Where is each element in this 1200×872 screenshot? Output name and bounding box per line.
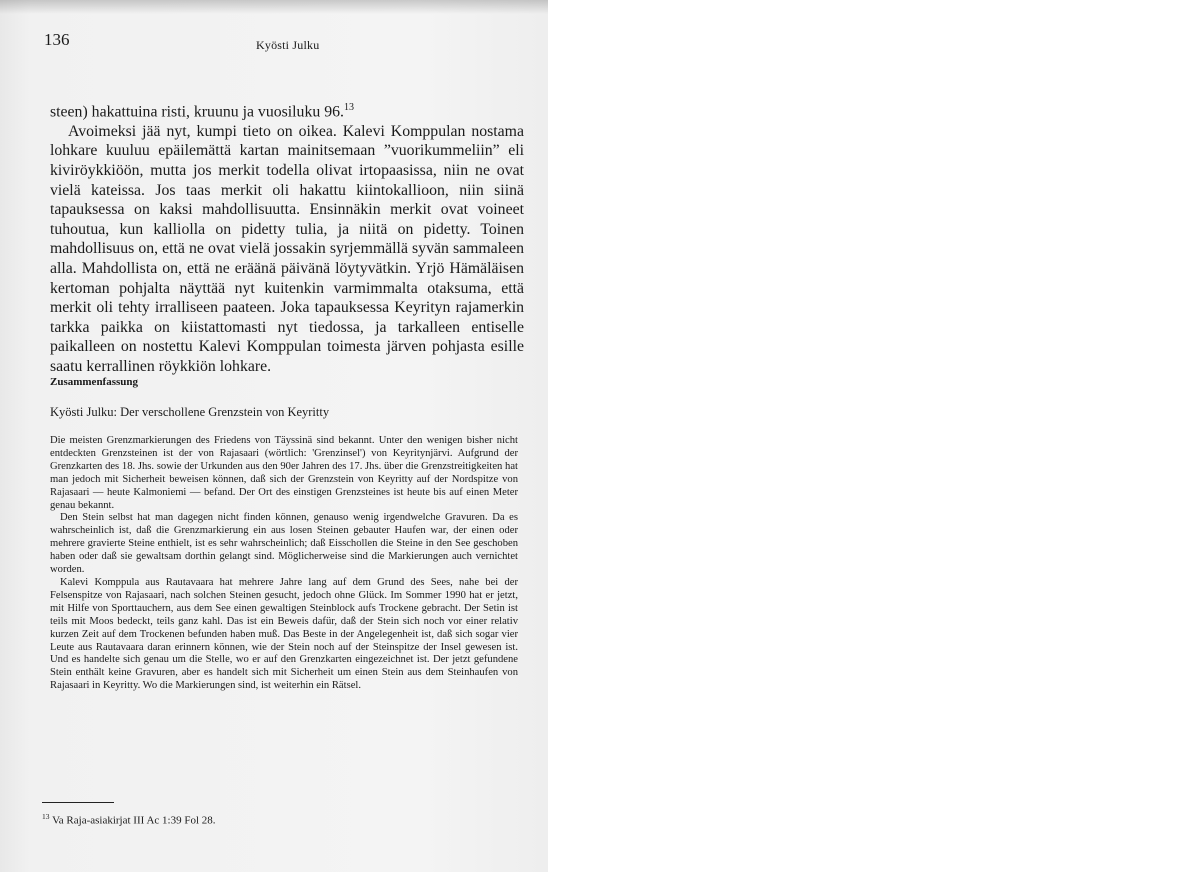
summary-body xyxy=(50,435,518,693)
footnote-reference: 13 xyxy=(343,102,354,113)
section-heading: Zusammenfassung xyxy=(50,376,139,388)
main-text xyxy=(50,98,524,377)
footnote-marker: 13 xyxy=(42,812,50,821)
running-head: Kyösti Julku xyxy=(256,38,320,52)
main-paragraph-2: Avoimeksi jää nyt, kumpi tieto on oikea. Kalevi Komppulan nostama lohkare kuuluu epäilemättä kartan mainitsemaan ”vuorikummeliin” eli kiviröykkiöön, mutta jos merkit todella olivat irtopaasissa, niin ne ovat vielä kateissa. Jos taas merkit oli hakattu kiintokallioon, niin siinä tapauksessa on kaksi mahdollisuutta. Ensinnäkin merkit ovat voineet tuhoutua, kun kalliolla on pidetty tulia, ja niitä on pidetty. Toinen mahdollisuus on, että ne ovat vielä jossakin syrjemmällä syvän sammaleen alla. Mahdollista on, että ne eräänä päivänä löytyvätkin. Yrjö Hämäläisen kertoman pohjalta näyttää nyt kuitenkin varmimmalta otaksuma, että merkit oli tehty irralliseen paateen. Joka tapauksessa Keyrityn rajamerkin tarkka paikka on kiistattomasti nyt tiedossa, ja tarkalleen entiselle paikalleen on nostettu Kalevi Komppulan toimesta järven pohjasta esille saatu kerrallinen röykkiön lohkare. xyxy=(50,122,524,375)
footnote-divider xyxy=(42,802,114,803)
summary-paragraph-1: Die meisten Grenzmarkierungen des Friedens von Täyssinä sind bekannt. Unter den wenigen bisher nicht entdeckten Grenzsteinen ist der von Rajasaari (wörtlich: 'Grenzinsel') von Keyritynjärvi. Aufgrund der Grenzkarten des 18. Jhs. sowie der Urkunden aus den 90er Jahren des 17. Jhs. über die Grenzstreitigkeiten hat man jedoch mit Sicherheit beweisen können, daß sich der Grenzstein von Keyritty auf der Nordspitze von Rajasaari — heute Kalmoniemi — befand. Der Ort des einstigen Grenzsteines ist heute bis auf einen Meter genau bekannt. xyxy=(50,435,518,511)
summary-title: Kyösti Julku: Der verschollene Grenzstein von Keyritty xyxy=(50,405,330,419)
summary-paragraph-2: Den Stein selbst hat man dagegen nicht finden können, genauso wenig irgendwelche Gravuren. Da es wahrscheinlich ist, daß die Grenzmarkierung ein aus losen Steinen gebauter Haufen war, der einen oder mehrere gravierte Steine enthielt, ist es sehr wahrscheinlich; daß Eisschollen die Steine in den See geschoben haben oder daß sie gewaltsam dorthin gelangt sind. Möglicherweise sind die Markierungen auch vernichtet worden. xyxy=(50,512,518,576)
blank-area xyxy=(548,0,1200,872)
main-paragraph-1-text: steen) hakattuina risti, kruunu ja vuosiluku 96. xyxy=(50,103,344,121)
footnote xyxy=(42,812,216,827)
book-page xyxy=(0,0,548,872)
summary-paragraph-3: Kalevi Komppula aus Rautavaara hat mehrere Jahre lang auf dem Grund des Sees, nahe bei der Felsenspitze von Rajasaari, nach solchen Steinen gesucht, jedoch ohne Glück. Im Sommer 1990 hat er jetzt, mit Hilfe von Sporttauchern, aus dem See einen gewaltigen Steinblock aufs Trockene gebracht. Der Setin ist teils mit Moos bedeckt, teils ganz kahl. Das ist ein Beweis dafür, daß der Stein sich noch vor einer relativ kurzen Zeit auf dem Trockenen befunden haben muß. Das Beste in der Angelegenheit ist, daß sich sogar vier Leute aus Rautavaara daran erinnern können, wie der Stein noch auf der Steinspitze der Insel gewesen ist. Und es handelte sich genau um die Stelle, wo er auf den Grenzkarten eingezeichnet ist. Der jetzt gefundene Stein enthält keine Gravuren, aber es handelt sich mit Sicherheit um einen Stein aus dem Steinhaufen von Rajasaari in Keyritty. Wo die Markierungen sind, ist weiterhin ein Rätsel. xyxy=(50,576,518,692)
footnote-text: Va Raja-asiakirjat III Ac 1:39 Fol 28. xyxy=(52,814,216,827)
page-number: 136 xyxy=(44,30,70,49)
main-paragraph-1 xyxy=(50,98,524,122)
